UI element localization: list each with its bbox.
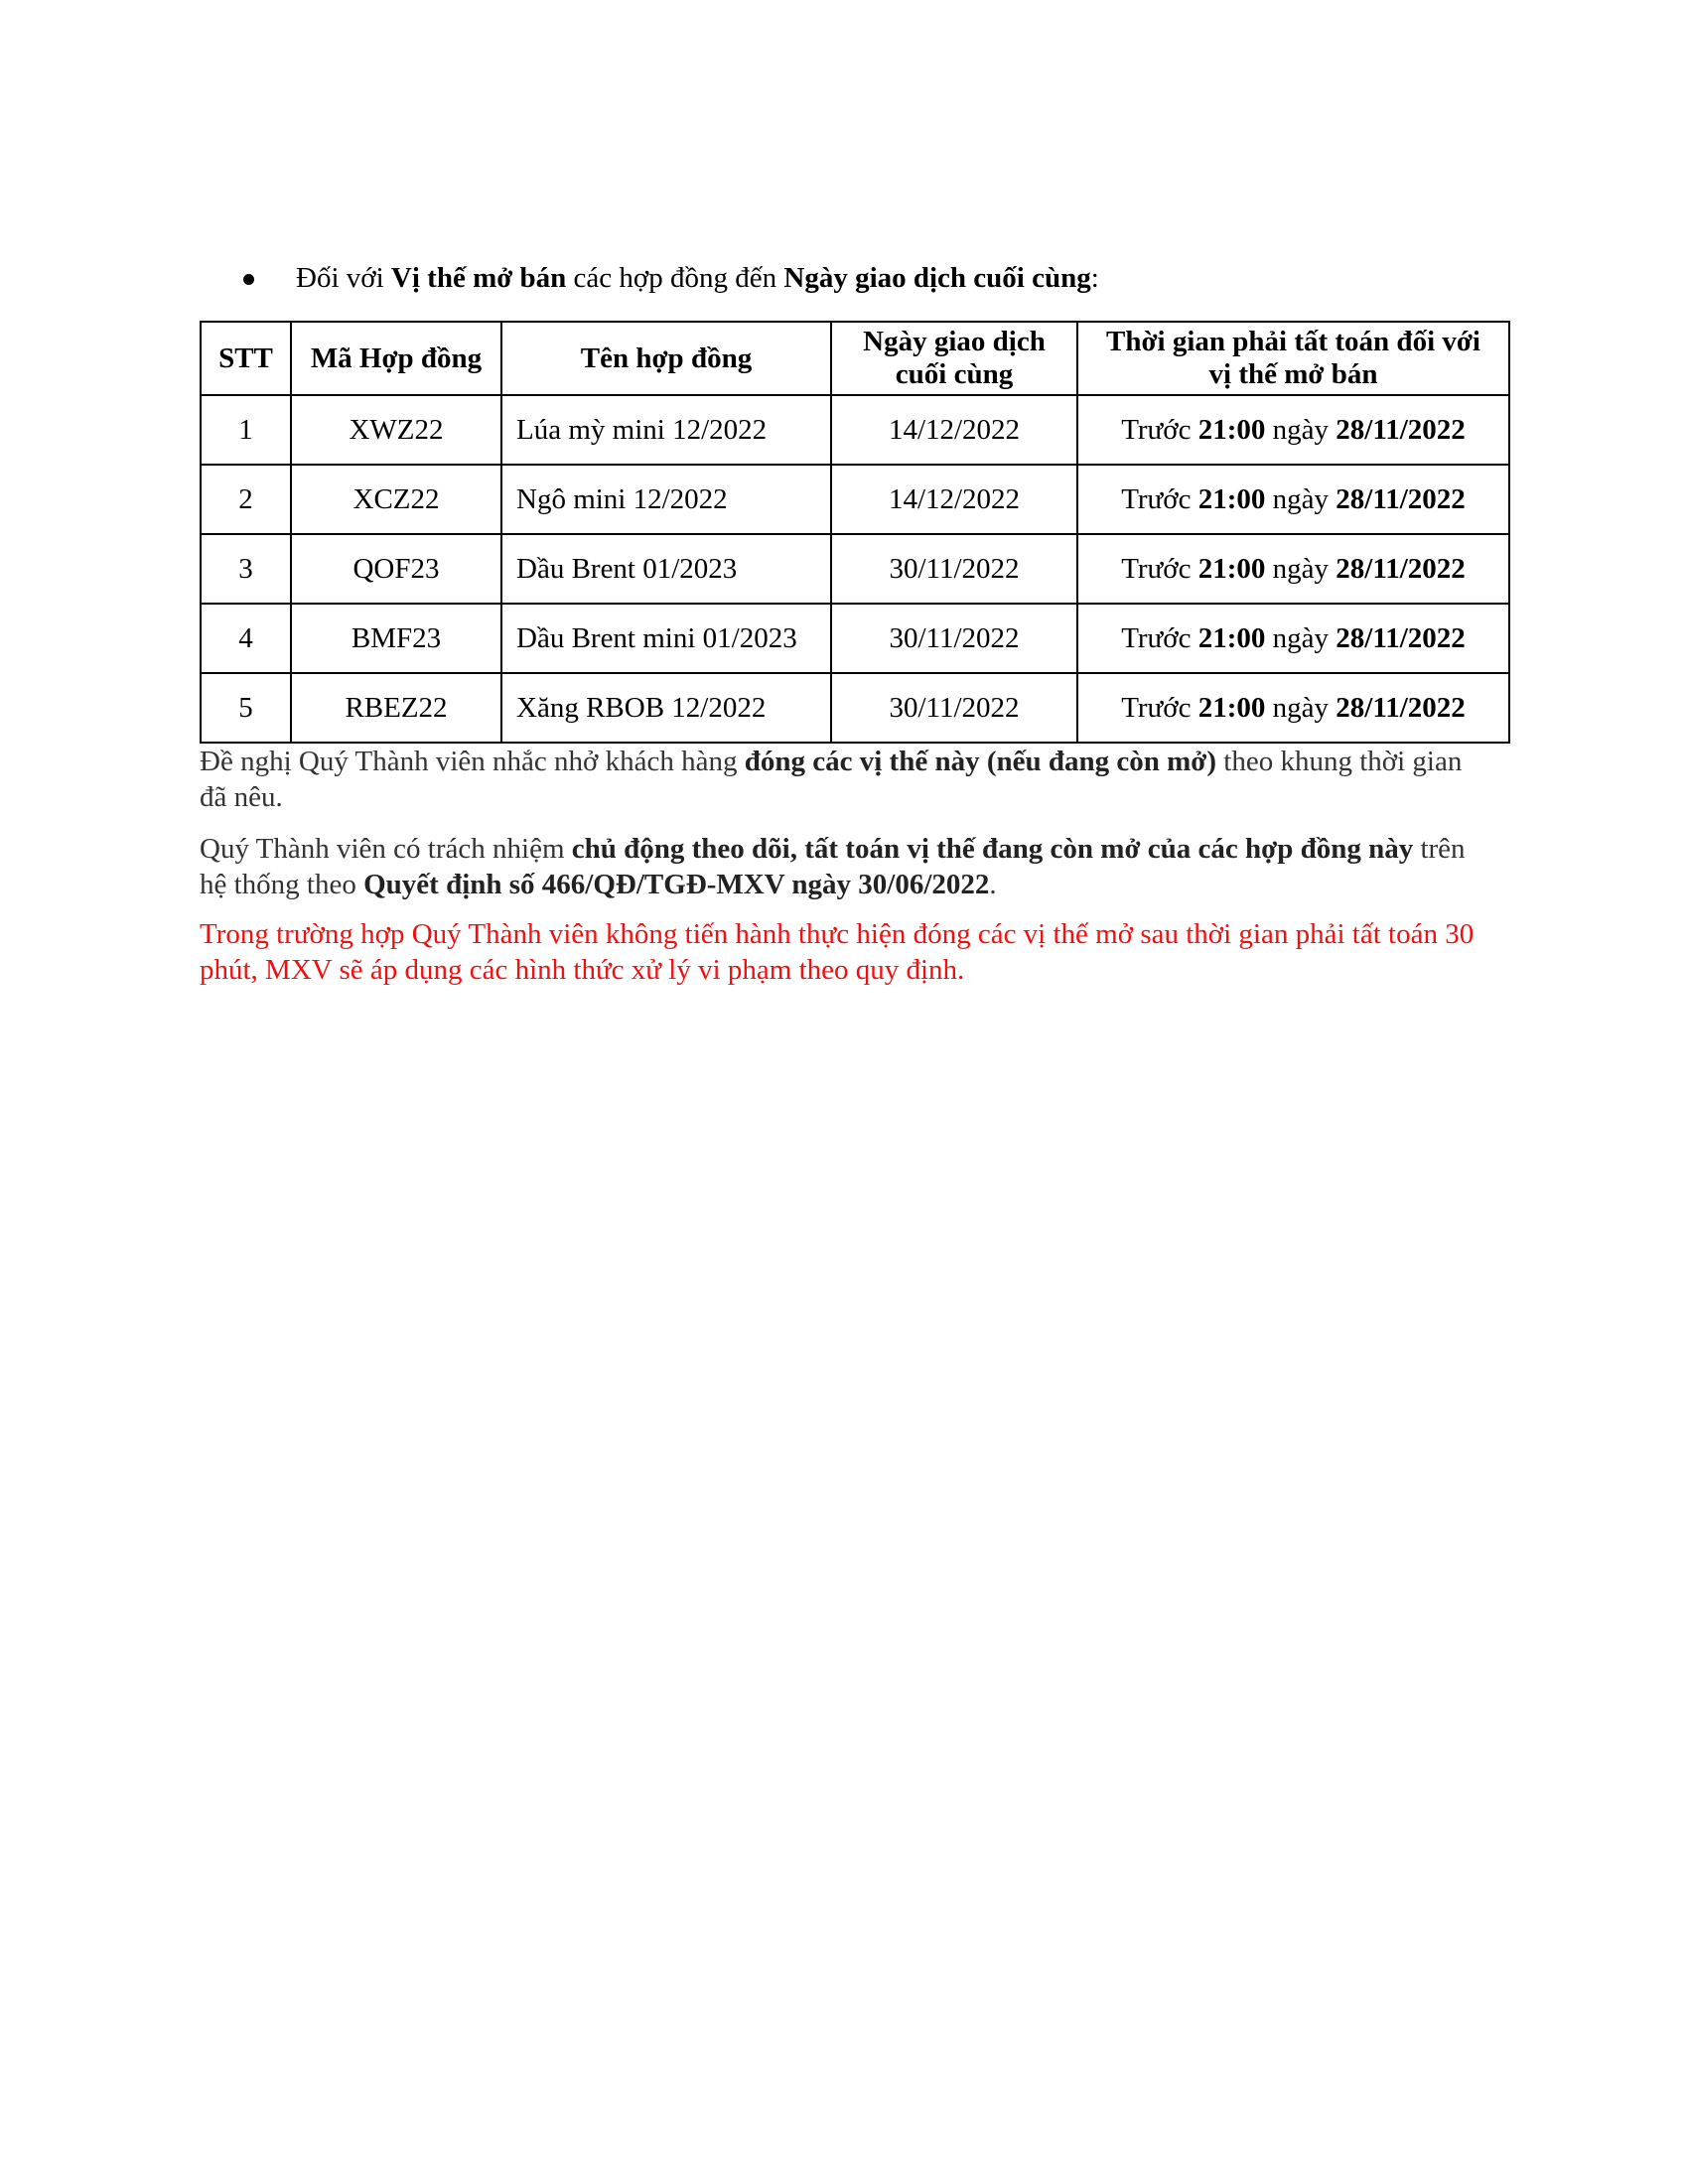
deadline-date: 28/11/2022 — [1336, 621, 1466, 654]
table-header-row — [201, 322, 1509, 395]
table-row — [201, 534, 1509, 604]
bullet-dot-icon — [243, 274, 254, 285]
deadline-time: 21:00 — [1197, 413, 1266, 446]
cell-contract-name: Dầu Brent mini 01/2023 — [501, 604, 831, 673]
header-contract-code: Mã Hợp đồng — [291, 322, 501, 395]
cell-contract-name: Ngô mini 12/2022 — [501, 465, 831, 534]
deadline-date: 28/11/2022 — [1336, 482, 1466, 515]
header-deadline — [1077, 322, 1509, 395]
deadline-prefix: Trước — [1121, 621, 1198, 654]
deadline-mid: ngày — [1265, 691, 1336, 724]
bullet-bold-last-trading-day: Ngày giao dịch cuối cùng — [783, 262, 1091, 294]
responsibility-text: . — [989, 869, 997, 900]
header-deadline-line1: Thời gian phải tất toán đối với — [1106, 326, 1480, 357]
deadline-time: 21:00 — [1197, 552, 1266, 585]
table-row — [201, 604, 1509, 673]
cell-stt: 3 — [201, 534, 291, 604]
cell-last-trading-day: 30/11/2022 — [831, 604, 1077, 673]
cell-stt: 1 — [201, 395, 291, 465]
table-row — [201, 673, 1509, 743]
cell-contract-name: Xăng RBOB 12/2022 — [501, 673, 831, 743]
responsibility-bold: chủ động theo dõi, tất toán vị thế đang còn mở của các hợp đồng này — [571, 833, 1414, 865]
cell-stt: 5 — [201, 673, 291, 743]
decision-reference: Quyết định số 466/QĐ/TGĐ-MXV ngày 30/06/2022 — [363, 869, 990, 900]
cell-stt: 4 — [201, 604, 291, 673]
reminder-paragraph — [200, 744, 1490, 815]
deadline-mid: ngày — [1265, 621, 1336, 654]
cell-contract-code: QOF23 — [291, 534, 501, 604]
reminder-text: Đề nghị Quý Thành viên nhắc nhở khách hàng — [200, 746, 745, 777]
header-deadline-line2: vị thế mở bán — [1208, 358, 1378, 390]
reminder-text: theo khung thời gian đã nêu. — [200, 746, 1463, 813]
deadline-time: 21:00 — [1197, 691, 1266, 724]
header-last-trading-day-line1: Ngày giao dịch — [863, 326, 1046, 357]
deadline-mid: ngày — [1265, 482, 1336, 515]
deadline-date: 28/11/2022 — [1336, 552, 1466, 585]
cell-deadline — [1077, 673, 1509, 743]
warning-paragraph: Trong trường hợp Quý Thành viên không tiến hành thực hiện đóng các vị thế mở sau thời gian phải tất toán 30 phút, MXV sẽ áp dụng các hình thức xử lý vi phạm theo quy định. — [200, 918, 1475, 986]
cell-deadline — [1077, 604, 1509, 673]
cell-contract-code: RBEZ22 — [291, 673, 501, 743]
cell-contract-name: Dầu Brent 01/2023 — [501, 534, 831, 604]
responsibility-paragraph — [200, 831, 1490, 902]
cell-stt: 2 — [201, 465, 291, 534]
bullet-item — [244, 260, 1099, 296]
cell-contract-code: XCZ22 — [291, 465, 501, 534]
deadline-prefix: Trước — [1121, 691, 1198, 724]
cell-deadline — [1077, 465, 1509, 534]
responsibility-text: trên hệ thống theo — [200, 833, 1466, 900]
reminder-bold: đóng các vị thế này (nếu đang còn mở) — [744, 746, 1217, 777]
cell-contract-code: XWZ22 — [291, 395, 501, 465]
table-row — [201, 395, 1509, 465]
cell-contract-code: BMF23 — [291, 604, 501, 673]
bullet-bold-open-short: Vị thế mở bán — [390, 262, 567, 294]
responsibility-text: Quý Thành viên có trách nhiệm — [200, 833, 572, 865]
deadline-time: 21:00 — [1197, 482, 1266, 515]
cell-deadline — [1077, 395, 1509, 465]
cell-last-trading-day: 14/12/2022 — [831, 465, 1077, 534]
bullet-text-part: Đối với — [296, 262, 391, 294]
deadline-mid: ngày — [1265, 552, 1336, 585]
deadline-prefix: Trước — [1121, 482, 1198, 515]
header-last-trading-day — [831, 322, 1077, 395]
cell-last-trading-day: 30/11/2022 — [831, 673, 1077, 743]
cell-contract-name: Lúa mỳ mini 12/2022 — [501, 395, 831, 465]
header-contract-name: Tên hợp đồng — [501, 322, 831, 395]
header-last-trading-day-line2: cuối cùng — [895, 358, 1014, 390]
cell-last-trading-day: 30/11/2022 — [831, 534, 1077, 604]
deadline-date: 28/11/2022 — [1336, 691, 1466, 724]
bullet-text-part: các hợp đồng đến — [566, 262, 784, 294]
header-stt: STT — [201, 322, 291, 395]
deadline-prefix: Trước — [1121, 552, 1198, 585]
contracts-table — [200, 321, 1510, 744]
deadline-mid: ngày — [1265, 413, 1336, 446]
deadline-time: 21:00 — [1197, 621, 1266, 654]
bullet-text — [296, 262, 1099, 294]
cell-deadline — [1077, 534, 1509, 604]
deadline-date: 28/11/2022 — [1336, 413, 1466, 446]
bullet-text-part: : — [1090, 262, 1099, 294]
deadline-prefix: Trước — [1121, 413, 1198, 446]
table-row — [201, 465, 1509, 534]
cell-last-trading-day: 14/12/2022 — [831, 395, 1077, 465]
